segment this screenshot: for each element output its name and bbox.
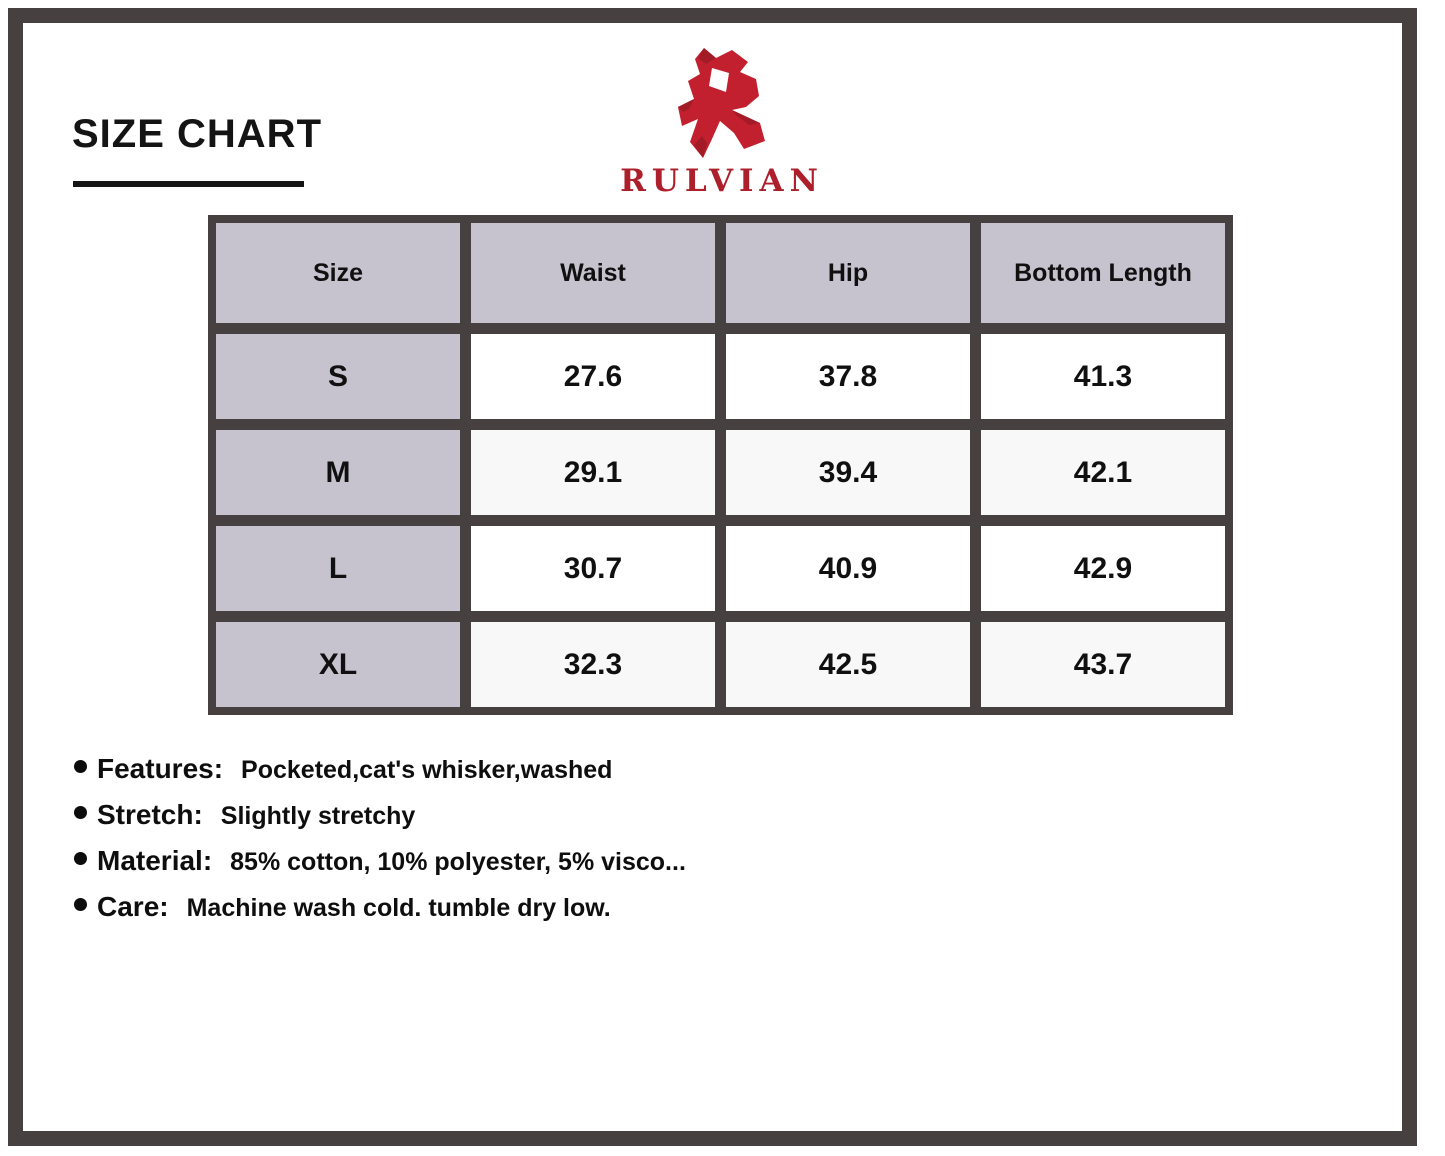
table-cell: 41.3 [981, 334, 1225, 419]
table-header-bottom-length: Bottom Length [981, 223, 1225, 323]
table-cell: 42.5 [726, 622, 970, 707]
detail-value: Machine wash cold. tumble dry low. [186, 894, 611, 922]
table-cell: 32.3 [471, 622, 715, 707]
table-cell: 42.1 [981, 430, 1225, 515]
table-cell: 42.9 [981, 526, 1225, 611]
title-underline [73, 181, 304, 187]
detail-item-care [74, 891, 686, 924]
bullet-icon [74, 898, 87, 911]
detail-label: Stretch: [97, 799, 203, 830]
table-cell: 40.9 [726, 526, 970, 611]
size-table [208, 215, 1233, 715]
table-row-size-label: XL [216, 622, 460, 707]
table-cell: 39.4 [726, 430, 970, 515]
detail-item-stretch [74, 799, 686, 832]
table-header-hip: Hip [726, 223, 970, 323]
table-cell: 29.1 [471, 430, 715, 515]
table-row-size-label: S [216, 334, 460, 419]
brand-logo [597, 46, 847, 199]
table-header-size: Size [216, 223, 460, 323]
product-details-list [74, 753, 686, 937]
bullet-icon [74, 852, 87, 865]
detail-item-features [74, 753, 686, 786]
page-title: SIZE CHART [72, 112, 322, 156]
table-cell: 37.8 [726, 334, 970, 419]
table-header-waist: Waist [471, 223, 715, 323]
table-row-size-label: L [216, 526, 460, 611]
table-row-size-label: M [216, 430, 460, 515]
detail-label: Material: [97, 845, 213, 876]
detail-label: Care: [97, 891, 169, 922]
table-cell: 30.7 [471, 526, 715, 611]
brand-emblem-icon [674, 46, 770, 160]
table-cell: 43.7 [981, 622, 1225, 707]
bullet-icon [74, 760, 87, 773]
bullet-icon [74, 806, 87, 819]
detail-value: Pocketed,cat's whisker,washed [241, 756, 613, 784]
detail-value: 85% cotton, 10% polyester, 5% visco... [230, 848, 686, 876]
detail-item-material [74, 845, 686, 878]
brand-wordmark: RULVIAN [620, 163, 824, 199]
detail-label: Features: [97, 753, 224, 784]
detail-value: Slightly stretchy [220, 802, 416, 830]
table-cell: 27.6 [471, 334, 715, 419]
